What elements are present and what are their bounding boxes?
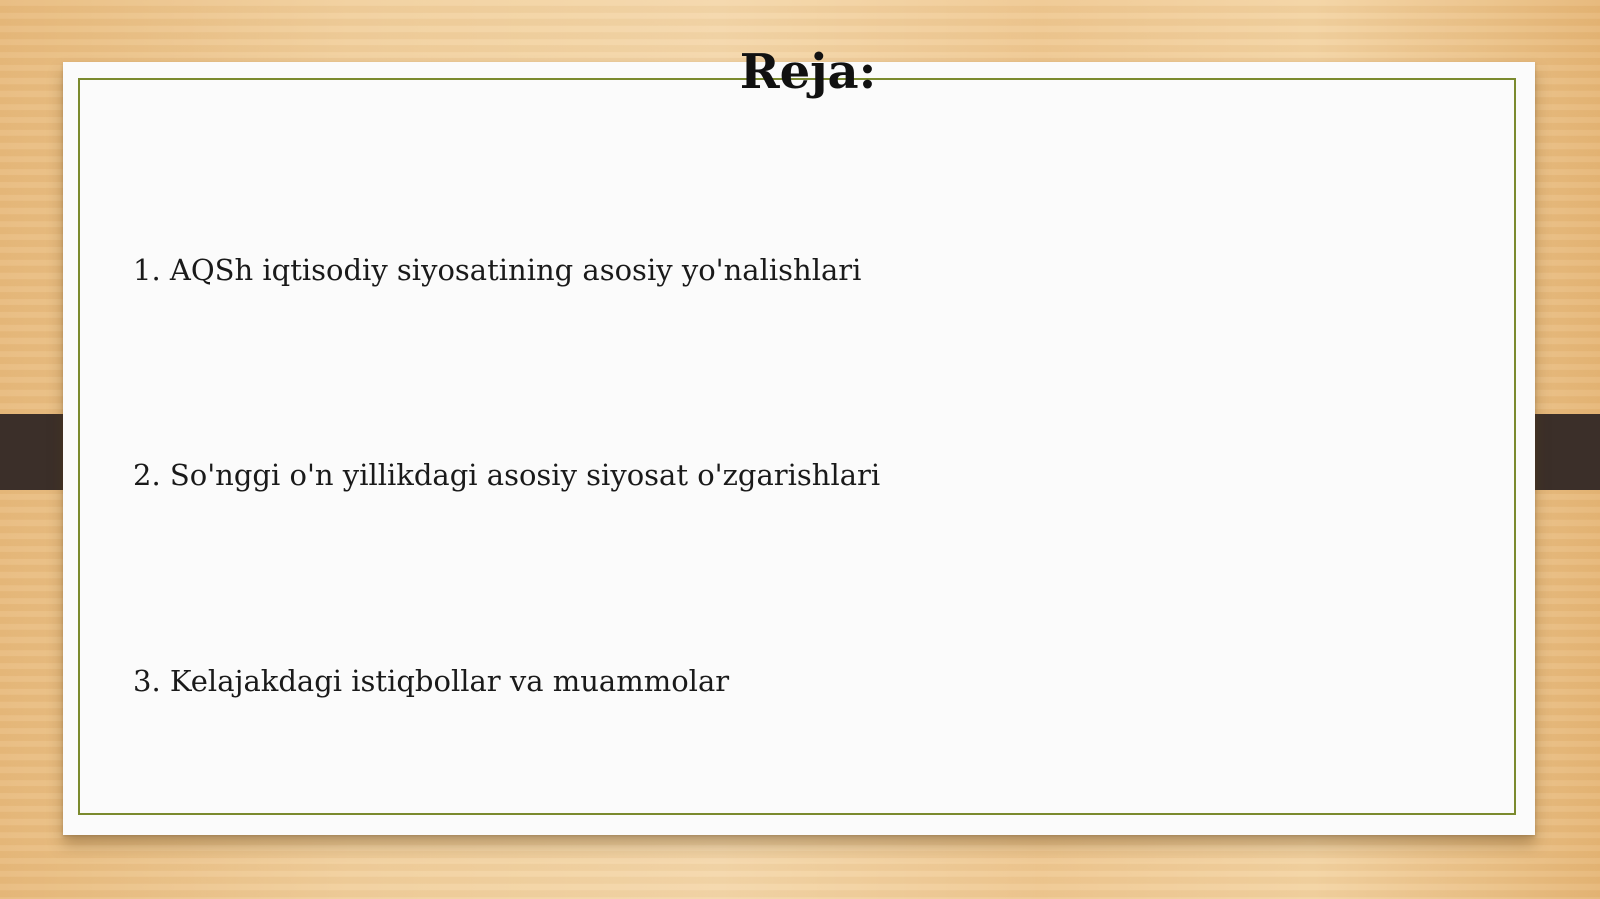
plan-item-1: 1. AQSh iqtisodiy siyosatining asosiy yo'nalishlari [133,253,862,287]
slide-border [78,78,1516,815]
plan-item-3: 3. Kelajakdagi istiqbollar va muammolar [133,664,730,698]
plan-item-2: 2. So'nggi o'n yillikdagi asosiy siyosat o'zgarishlari [133,458,881,492]
slide-title: Reja: [739,44,877,100]
slide-card [63,62,1535,835]
